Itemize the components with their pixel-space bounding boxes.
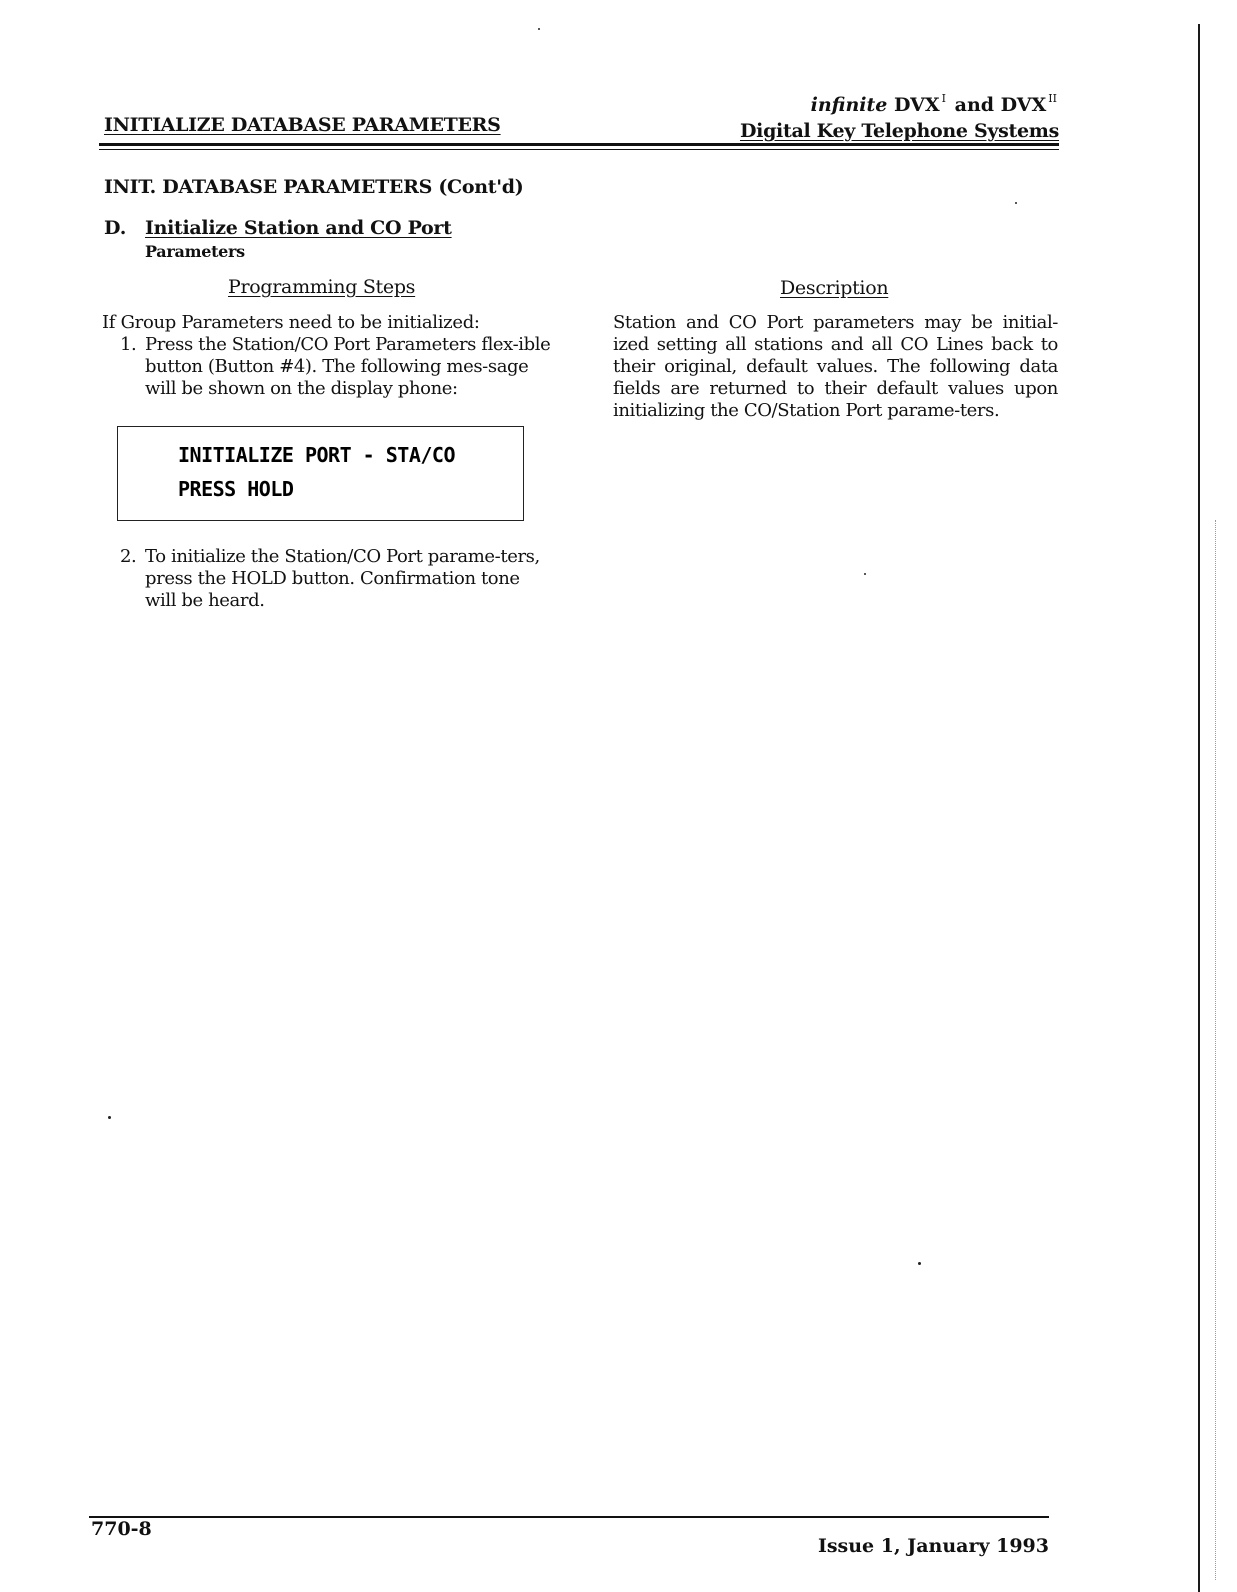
issue-date: Issue 1, January 1993 [817,1535,1049,1557]
product-sup1: I [941,92,947,105]
product-subtitle: Digital Key Telephone Systems [739,120,1059,142]
intro-text: If Group Parameters need to be initialized: [102,312,480,333]
programming-steps-heading: Programming Steps [228,276,416,298]
display-line-2: PRESS HOLD [178,477,294,501]
product-sup2: II [1048,92,1057,105]
header-rule-thick [99,143,1059,146]
scan-speck [918,1262,921,1265]
section-title-line2: Parameters [145,242,245,261]
continued-title: INIT. DATABASE PARAMETERS (Cont'd) [104,176,524,198]
scan-speck [108,1116,111,1119]
section-letter: D. [104,217,127,239]
step-text: To initialize the Station/CO Port parame-ters, press the HOLD button. Confirmation tone will be heard. [145,546,540,611]
step-item [120,546,550,612]
header-rule-thin [99,149,1059,150]
running-header-section: INITIALIZE DATABASE PARAMETERS [104,114,501,136]
section-title [145,217,485,263]
product-and: and DVX [954,94,1047,116]
product-dvx1: DVX [894,94,940,116]
display-line-1: INITIALIZE PORT - STA/CO [178,443,455,467]
description-heading: Description [780,277,889,299]
scan-speck [864,573,866,575]
section-title-line1: Initialize Station and CO Port [145,217,452,239]
step-number: 2. [120,546,137,567]
scan-speck [1015,202,1017,204]
description-paragraph: Station and CO Port parameters may be initial-ized setting all stations and all CO Lines back to their original, default values. The following data fields are returned to their default values upon initializing the CO/Station Port parame-ters. [613,312,1058,421]
footer-rule [89,1516,1049,1518]
step-text: Press the Station/CO Port Parameters flex-ible button (Button #4). The following mes-sage will be shown on the display phone: [145,334,551,399]
product-name [740,86,1059,118]
scan-artifact [1215,520,1217,1580]
step-item [120,334,555,400]
running-header-product [740,86,1059,144]
page-edge-line [1198,24,1200,1592]
product-italic: infinite [810,94,888,116]
scan-speck [538,28,540,30]
page-number: 770-8 [91,1518,152,1540]
display-phone-message-box [117,426,524,521]
step-number: 1. [120,334,137,355]
